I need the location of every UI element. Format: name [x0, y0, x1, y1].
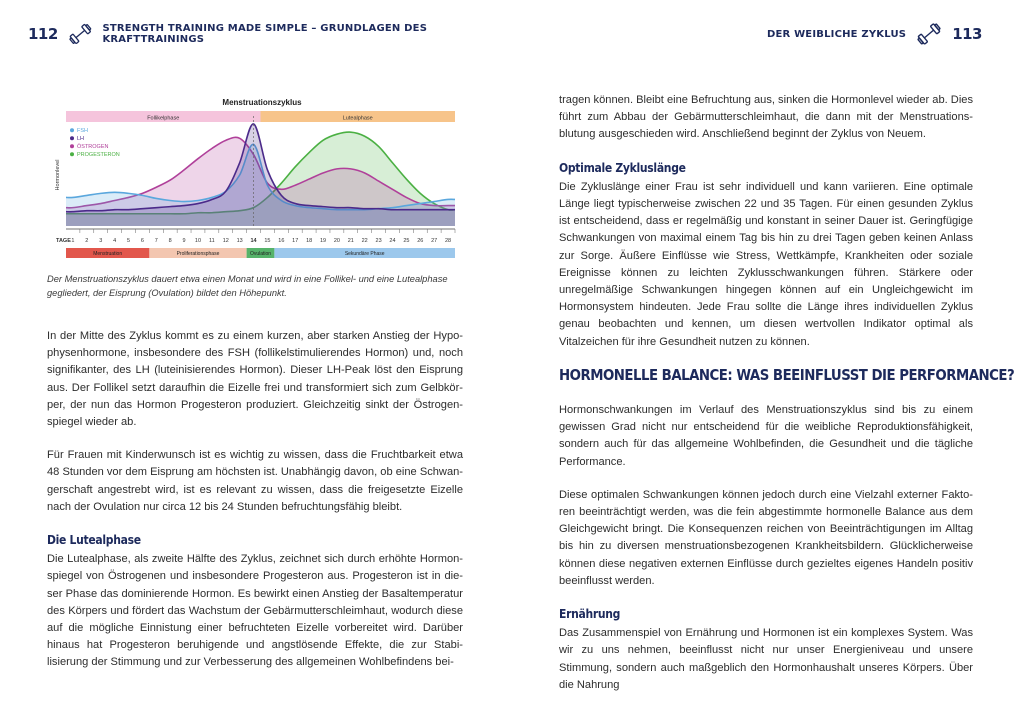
x-tick-label: 3	[99, 238, 103, 244]
x-tick-label: 14	[250, 238, 257, 244]
bottom-phase-label: Sekundäre Phase	[344, 251, 385, 257]
subhead-nutrition: Ernährung	[559, 607, 621, 622]
legend-label: LH	[77, 136, 85, 142]
bottom-phase-label: Menstruation	[93, 251, 123, 257]
x-tick-label: 24	[389, 238, 396, 244]
legend-label: ÖSTROGEN	[77, 144, 109, 150]
legend-label: FSH	[77, 128, 88, 134]
x-tick-label: 25	[403, 238, 410, 244]
paragraph: Diese optimalen Schwankungen können jedoch durch eine Vielzahl externer Faktoren beeinträchtigt werden, was die fein abgestimmte hormonelle Balance aus dem Gleichgewicht bringt. Die Konsequenzen reichen von Beeinträchtigungen im Alltag bis hin zu diversen menstruationsbezogenen Krankheitsbildern. Glücklicherweise können diese negativen externen Einflüsse durch gezieltes eigenes Handeln positiv beeinflusst werden.	[559, 488, 973, 587]
x-tick-label: 11	[209, 238, 215, 244]
legend-marker	[70, 144, 74, 148]
paragraph: In der Mitte des Zyklus kommt es zu einem kurzen, aber starken Anstieg der Hypophysenhormone, insbesondere des FSH (follikelstimulierendes Hormon) und, noch signifikanter, des LH (luteinisierendes Hormon). Dieser LH-Peak löst den Eisprung aus. Der Follikel setzt daraufhin die Eizelle frei und transformiert sich zum Gelbkörper, der nun das Hormon Progesteron produziert. Gleichzeitig sinkt der Östrogenspiegel wieder ab.	[47, 330, 463, 429]
x-tick-label: 12	[222, 238, 229, 244]
x-tick-label: 13	[236, 238, 243, 244]
x-tick-label: 7	[154, 238, 158, 244]
x-tick-label: 2	[85, 238, 89, 244]
x-tick-label: 22	[361, 238, 368, 244]
left-header	[28, 22, 510, 46]
x-tick-label: 6	[140, 238, 144, 244]
x-tick-label: 9	[182, 238, 186, 244]
bottom-phase-label: Ovulation	[249, 251, 272, 257]
x-tick-label: 20	[333, 238, 340, 244]
paragraph-nutrition: Das Zusammenspiel von Ernährung und Hormonen ist ein komplexes System. Was wir zu uns nehmen, beeinflusst nicht nur unser Energieniveau und unsere Stimmung, sondern auch maßgeblich den Hormonhaushalt unseres Körpers. Über die Nahrung	[559, 627, 973, 691]
top-phase-label: Lutealphase	[342, 115, 373, 122]
x-axis-label: TAGE	[56, 238, 71, 244]
x-tick-label: 21	[347, 238, 354, 244]
x-tick-label: 15	[264, 238, 271, 244]
paragraph-cycle-length: Die Zykluslänge einer Frau ist sehr individuell und kann variieren. Eine optimale Länge liegt typischerweise zwischen 22 und 35 Tagen. Für einen gesunden Zyklus ist entscheidend, dass er regelmäßig und konstant in seiner Dauer ist. Geringfügige Schwankungen von maximal einem Tag bis hin zu drei Tagen geben keinen Anlass zur Sorge. Äußere Einflüsse wie Stress, Wettkämpfe, Krankheiten oder soziale Ereignisse können zu leichten Zyklusschwankungen führen. Stärkere oder unregelmäßige Schwankungen hingegen können auf ein Ungleichgewicht im Hormonsystem hindeuten. Jede Frau sollte die Länge ihres individuellen Zyklus genau beobachten und kennen, um diesen wertvollen Indikator optimal als Vitalzeichen für ihre Gesundheit nutzen zu können.	[559, 180, 973, 348]
bottom-phase-label: Proliferationsphase	[176, 251, 220, 257]
left-body	[47, 328, 463, 672]
right-header	[767, 22, 982, 46]
paragraph-intro: tragen können. Bleibt eine Befruchtung aus, sinken die Hormonlevel wieder ab. Dies führt zum Abbau der Gebärmutterschleimhaut, die dann mit der Menstruationsblutung ausgeschieden wird. Anschließend beginnt der Zyklus von Neuem.	[559, 94, 973, 141]
left-page-number: 112	[28, 25, 58, 43]
dumbbell-icon	[68, 21, 93, 47]
chart-title: Menstruationszyklus	[222, 98, 302, 107]
x-tick-label: 18	[306, 238, 313, 244]
right-page	[510, 0, 1020, 720]
legend-marker	[70, 128, 74, 132]
legend-label: PROGESTERON	[77, 152, 120, 158]
x-tick-label: 4	[113, 238, 117, 244]
paragraph: Für Frauen mit Kinderwunsch ist es wichtig zu wissen, dass die Fruchtbarkeit etwa 48 Stunden vor dem Eisprung am höchsten ist. Unabhängig davon, ob eine Schwangerschaft angestrebt wird, ist es relevant zu wissen, dass die freigesetzte Eizelle nach der Ovulation nur circa 12 bis 24 Stunden befruchtungsfähig bleibt.	[47, 449, 463, 513]
chart-svg	[52, 96, 472, 268]
x-tick-label: 17	[292, 238, 299, 244]
legend-marker	[70, 136, 74, 140]
menstrual-cycle-chart	[52, 96, 472, 268]
subhead-luteal: Die Lutealphase	[47, 533, 141, 548]
x-tick-label: 5	[126, 238, 131, 244]
dumbbell-icon	[916, 21, 942, 47]
chart-caption: Der Menstruationszyklus dauert etwa einen Monat und wird in eine Follikel- und eine Lutealphase gegliedert, der Eisprung (Ovulation) bildet den Höhepunkt.	[47, 274, 448, 298]
x-tick-label: 10	[194, 238, 202, 244]
paragraph-luteal: Die Lutealphase, als zweite Hälfte des Zyklus, zeichnet sich durch erhöhte Hormonspiegel von Östrogenen und insbesondere Progesteron aus. Progesteron ist in dieser Phase das dominierende Hormon. Es bewirkt einen Anstieg der Basaltemperatur des Körpers und fördert das Wachstum der Gebärmutterschleimhaut, wodurch diese auf die mögliche Einnistung einer befruchteten Eizelle vorbereitet wird. Darüber hinaus hat Progesteron beruhigende und angstlösende Effekte, die zur Stabilisierung der Stimmung und zur Verbesserung des allgemeinen Wohlbefindens bei-	[47, 553, 463, 669]
x-tick-label: 27	[431, 238, 438, 244]
x-tick-label: 26	[417, 238, 424, 244]
right-page-number: 113	[952, 25, 982, 43]
subhead-cycle-length: Optimale Zykluslänge	[559, 160, 686, 175]
paragraph: Hormonschwankungen im Verlauf des Menstruationszyklus sind bis zu einem gewissen Grad nicht nur entscheidend für die weibliche Reproduktionsfähigkeit, sondern auch für das allgemeine Wohlbefinden, die Gesundheit und die tägliche Performance.	[559, 404, 973, 468]
x-tick-label: 23	[375, 238, 382, 244]
x-tick-label: 28	[444, 238, 452, 244]
section-heading: HORMONELLE BALANCE: WAS BEEINFLUSST DIE PERFORMANCE?	[559, 365, 1015, 384]
x-tick-label: 16	[278, 238, 285, 244]
left-running-title: STRENGTH TRAINING MADE SIMPLE – GRUNDLAGEN DES KRAFTTRAININGS	[102, 23, 428, 45]
x-tick-label: 19	[319, 238, 327, 244]
y-axis-label: Hormonlevel	[55, 159, 61, 191]
x-tick-label: 8	[168, 238, 172, 244]
right-body	[559, 92, 1015, 694]
x-tick-label: 1	[71, 238, 75, 244]
legend-marker	[70, 152, 74, 156]
right-running-title: DER WEIBLICHE ZYKLUS	[766, 28, 907, 40]
top-phase-label: Follikelphase	[147, 115, 180, 122]
